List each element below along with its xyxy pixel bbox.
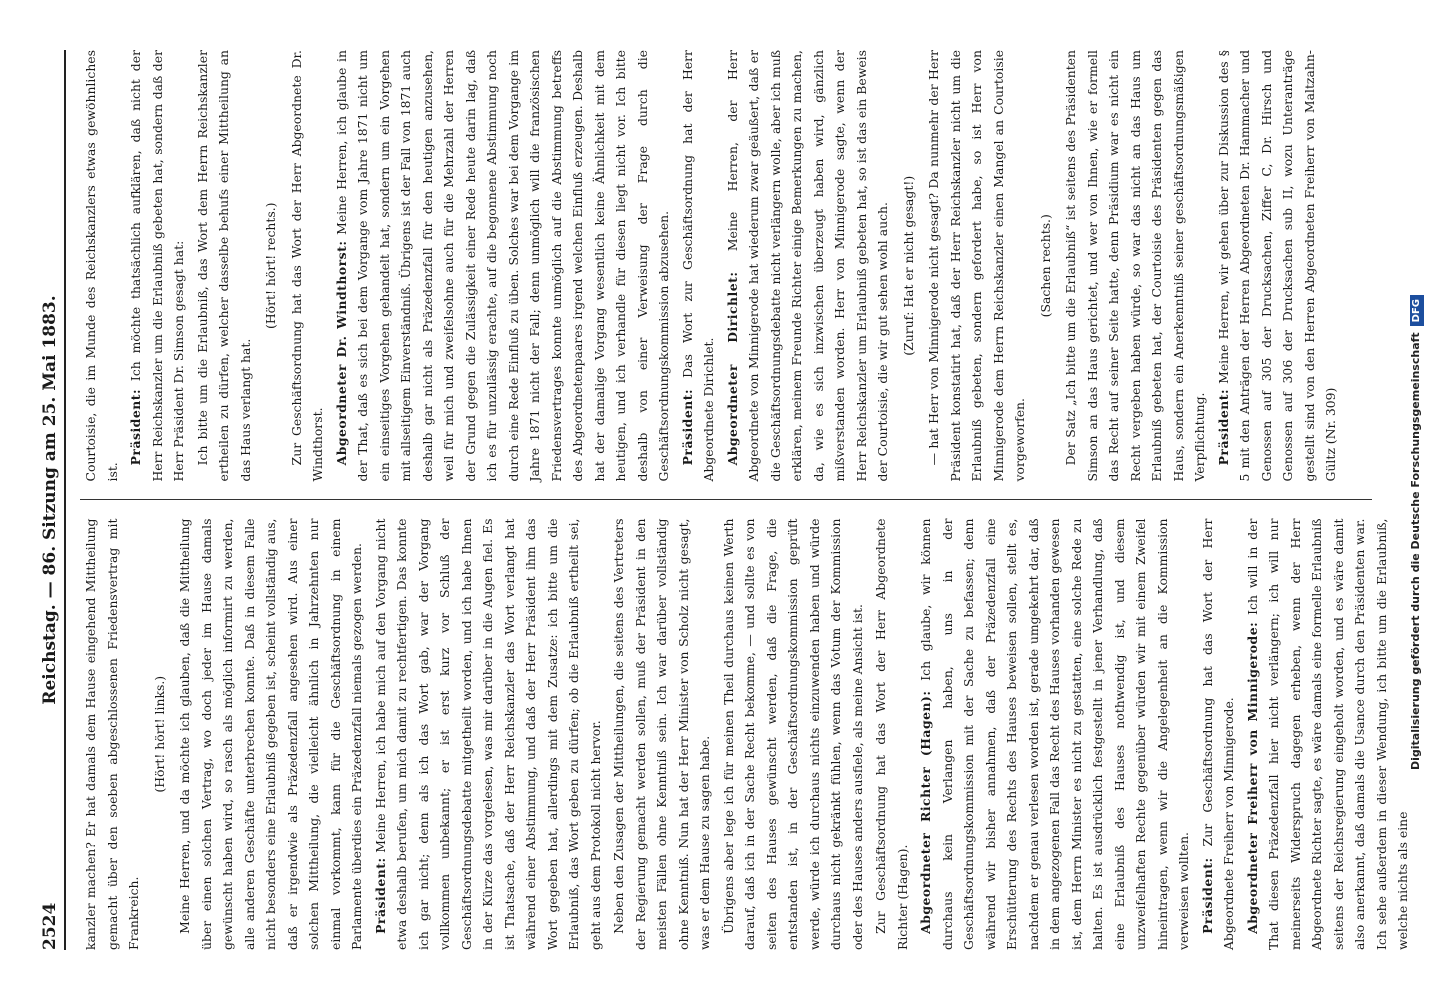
dfg-logo: DFG <box>1410 295 1424 326</box>
paragraph-text: Courtoisie, die im Munde des Reichskanzlers etwas gewöhnliches ist. <box>83 50 120 482</box>
paragraph-text: — hat Herr von Minnigerode nicht gesagt? Da nunmehr der Herr Präsident konstatirt hat, daß der Herr Reichskanzler nicht um die Erlaubniß gebeten, sondern gefordert habe, so ist Herr von Minnigerode dem Herrn Reichskanzler einen Mangel an Courtoisie vorgeworfen. <box>926 50 1027 482</box>
interjection: (Hört! hört! rechts.) <box>263 202 278 329</box>
paragraph-text: Das Wort zur Geschäftsordnung hat der Herr Abgeordnete Dirichlet. <box>679 50 716 482</box>
interjection: (Hört! hört! links.) <box>151 675 167 793</box>
paragraph <box>80 519 145 951</box>
paragraph <box>80 50 123 482</box>
paragraph-text: Neben den Zusagen der Mittheilungen, die seitens des Vertreters der Regierung gemacht werden sollen, muß der Präsident in den meisten Fällen ohne Kenntniß sein. Ich war darüber vollständig ohne Kenntniß. Nun hat der Herr Minister von Scholz nicht gesagt, was er dem Hause zu sagen habe. <box>611 518 712 950</box>
paragraph <box>192 50 257 482</box>
paragraph <box>915 519 1195 951</box>
paragraph <box>125 50 190 482</box>
paragraph <box>722 50 894 482</box>
speaker-name: Präsident: <box>679 388 695 466</box>
speaker-name: Präsident: <box>372 857 388 934</box>
paragraph <box>1213 50 1342 482</box>
digitization-notice: Digitalisierung gefördert durch die Deutsche Forschungsgemeinschaft <box>1409 332 1422 770</box>
paragraph-text: Meine Herren, der Herr Abgeordnete von Minnigerode hat wiederum zwar geäußert, daß er die Geschäftsordnungsdebatte nicht verlängern wolle, aber ich muß erklären, meinem Freunde Richter einige Bemerkungen zu machen, da, wie es sich inzwischen überzeugt haben wird, gänzlich mißverstanden worden. Herr von Minnigerode sagte, wenn der Herr Reichskanzler um Erlaubniß gebeten hat, so ist das ein Beweis der Courtoisie, die wir gut sehen wohl auch. <box>724 50 890 482</box>
paragraph <box>608 519 716 951</box>
text-column-right <box>80 50 1372 482</box>
speaker-name: Abgeordneter Richter (Hagen): <box>918 690 933 934</box>
paragraph <box>174 519 368 951</box>
paragraph-text: Ich möchte thatsächlich aufklären, daß nicht der Herr Reichskanzler um die Erlaubniß gebeten hat, sondern daß der Herr Präsident Dr. Simson gesagt hat: <box>128 50 186 482</box>
paragraph-text: Meine Herren, ich habe mich auf den Vorgang nicht etwa deshalb berufen, um mich damit zu rechtfertigen. Das konnte ich gar nicht; denn als ich das Wort gab, war der Vorgang vollkommen unbekannt; er ist erst kurz vor Schluß der Geschäftsordnungsdebatte mitgetheilt worden, und ich habe Ihnen in der Kürze das vorgelesen, was mir darüber in die Augen fiel. Es ist Thatsache, daß der Herr Reichskanzler das Wort verlangt hat während einer Abstimmung, und daß der Herr Präsident ihm das Wort gegeben hat, allerdings mit dem Zusatze: ich bitte um die Erlaubniß, das Wort geben zu dürfen; ob die Erlaubniß ertheilt sei, geht aus dem Protokoll nicht hervor. <box>372 518 603 950</box>
interjection: (Sachen rechts.) <box>1037 214 1053 318</box>
paragraph <box>718 519 869 951</box>
paragraph <box>1060 50 1211 482</box>
speaker-name: Abgeordneter Dr. Windthorst: <box>333 240 349 466</box>
page-title: Reichstag. — 86. Sitzung am 25. Mai 1883. <box>40 295 60 705</box>
paragraph-text: Zur Geschäftsordnung hat das Wort der Herr Abgeordnete Freiherr von Minnigerode. <box>1199 518 1236 950</box>
paragraph <box>923 50 1031 482</box>
paragraph-text: Ich bitte um die Erlaubniß, das Wort dem Herrn Reichskanzler ertheilen zu dürfen, welcher dasselbe behufs einer Mittheilung an das Haus verlangt hat. <box>194 50 253 482</box>
text-column-left <box>80 518 1410 951</box>
paragraph <box>286 50 329 482</box>
paragraph <box>1197 519 1240 951</box>
speaker-name: Abgeordneter Freiherr von Minnigerode: <box>1244 621 1260 934</box>
speaker-name: Abgeordneter Dirichlet: <box>724 271 740 466</box>
paragraph-text: kanzler machen? Er hat damals dem Hause eingehend Mittheilung gemacht über den soeben abgeschlossenen Friedensvertrag mit Frankreich. <box>83 518 141 950</box>
column-divider <box>80 500 1372 501</box>
paragraph-text: Meine Herren, und da möchte ich glauben, daß die Mittheilung über einen solchen Vertrag, wo doch jeder im Hause damals gewünscht haben wird, so rasch als möglich informirt zu werden, alle anderen Geschäfte unterbrechen konnte. Daß in diesem Falle nicht besonders eine Erlaubniß gegeben ist, scheint vollständig aus, daß er irgendwie als Präzedenzfall angesehen wird. Aus einer solchen Mittheilung, die vielleicht ähnlich in Jahrzehnten nur einmal vorkommt, kann für die Geschäftsordnung in einem Parlamente überdies ein Präzedenzfall niemals gezogen werden. <box>177 518 364 950</box>
page-number: 2524 <box>40 902 60 950</box>
digitization-banner <box>1406 10 1426 770</box>
paragraph-text: Zur Geschäftsordnung hat das Wort der Herr Abgeordnete Richter (Hagen). <box>873 518 910 950</box>
paragraph <box>677 50 720 482</box>
page-header <box>40 50 66 950</box>
paragraph-text: Ich will in der That diesen Präzedenzfall hier nicht verlängern; ich will nur meinerseits Widerspruch dagegen erheben, wenn der Herr Abgeordnete Richter sagte, es wäre damals eine formelle Erlaubniß seitens der Reichsregierung eingeholt worden, und es wäre damit also anerkannt, daß damals die Usance durch den Präsidenten war. Ich sehe außerdem in dieser Wendung, ich bitte um die Erlaubniß, welche nichts als eine <box>1244 518 1410 950</box>
paragraph-text: Meine Herren, ich glaube in der That, daß es sich bei dem Vorgange vom Jahre 1871 nicht um ein einseitiges Vorgehen gehandelt hat, sondern um ein Vorgehen mit allseitigem Einverständniß. Übrigens ist der Fall von 1871 auch deshalb gar nicht als Präzedenzfall für den heutigen anzusehen, weil für mich und zweifelsohne auch für die Mehrzahl der Herren der Grund gegen die Zulässigkeit einer Rede heute darin lag, daß ich es für unzulässig erachte, auf die begonnene Abstimmung noch durch eine Rede Einfluß zu üben. Solches war bei dem Vorgange im Jahre 1871 nicht der Fall; denn unmöglich will die französischen Friedensvertrages konnte unmöglich auf die Abstimmung betreffs des Abgeordnetenpaares irgend welchen Einfluß erzeugen. Deshalb hat der damalige Vorgang wesentlich keine Ähnlichkeit mit dem heutigen, und ich verhandle für diesen liegt nicht vor. Ich bitte deshalb von einer Verweisung der Frage durch die Geschäftsordnungskommission abzusehen. <box>333 50 671 482</box>
paragraph-text: Ich glaube, wir können durchaus kein Verlangen haben, uns in der Geschäftsordnungskommission mit der Sache zu befassen; denn während wir bisher annahmen, daß der Präzedenzfall eine Erschütterung des Rechts des Hauses beweisen sollen, stellt es, nachdem er genau verlesen worden ist, gerade umgekehrt dar, daß in dem angezogenen Fall das Recht des Hauses vorhanden gewesen ist, dem Herrn Minister es nicht zu gestatten, eine solche Rede zu halten. Es ist ausdrücklich festgestellt in jener Verhandlung, daß eine Erlaubniß des Hauses nothwendig ist, und diesem unzweifelhaften Rechte gegenüber würden wir mit einem Zweifel hineintragen, wenn wir die Angelegenheit an die Kommission verweisen wollten. <box>918 518 1191 950</box>
speaker-name: Präsident: <box>1199 857 1215 934</box>
paragraph <box>870 519 913 951</box>
text-columns <box>80 50 1410 950</box>
speaker-name: Präsident: <box>1215 388 1231 466</box>
paragraph <box>1242 519 1414 951</box>
interjection: (Zuruf: Hat er nicht gesagt!) <box>900 175 916 356</box>
paragraph-text: Meine Herren, wir gehen über zur Diskussion des § 5 mit den Anträgen der Herren Abgeordneten Dr. Hammacher und Genossen auf 305 der Drucksachen, Ziffer C, Dr. Hirsch und Genossen auf 306 der Drucksachen sub II, wozu Unteranträge gestellt sind von den Herren Abgeordneten Freiherr von Maltzahn-Gültz (Nr. 309) <box>1215 50 1338 482</box>
paragraph-text: Übrigens aber lege ich für meinen Theil durchaus keinen Werth darauf, daß ich in der Sache Recht bekomme, — und sollte es von seiten des Hauses gewünscht werden, daß die Frage, die entstanden ist, in der Geschäftsordnungskommission geprüft werde, würde ich durchaus nichts einzuwenden haben und würde durchaus nicht gekränkt fühlen, wenn das Votum der Kommission oder des Hauses anders ausfiele, als meine Ansicht ist. <box>720 518 865 950</box>
speaker-name: Präsident: <box>128 388 143 466</box>
paragraph <box>370 519 607 951</box>
paragraph-text: Zur Geschäftsordnung hat das Wort der Herr Abgeordnete Dr. Windthorst. <box>288 50 325 482</box>
paragraph <box>331 50 675 482</box>
paragraph-text: Der Satz „Ich bitte um die Erlaubniß“ ist seitens des Präsidenten Simson an das Haus gerichtet, und wer von Ihnen, wie er formell das Recht auf seiner Seite hatte, denn Präsidium war es nicht ein Recht vergeben haben würde, so war das nicht an das Haus um Erlaubniß gebeten hat, der Courtoisie des Präsidenten gegen das Haus, sondern ein Anerkenntniß seiner geschäftsordnungsmäßigen Verpflichtung. <box>1063 50 1207 482</box>
